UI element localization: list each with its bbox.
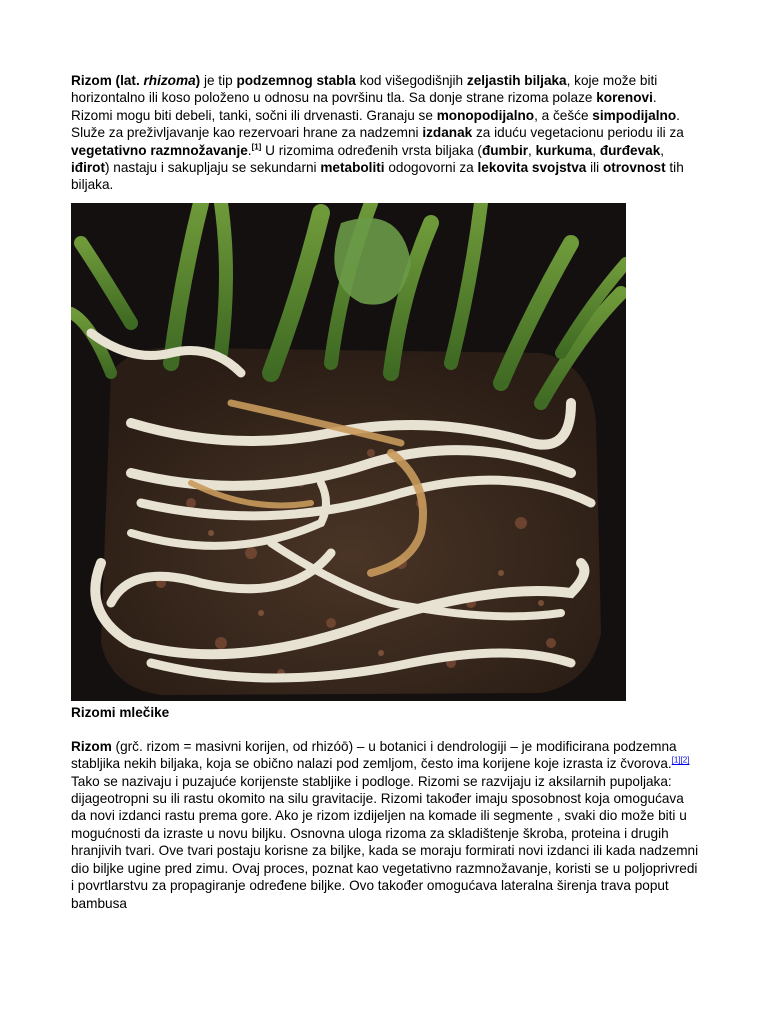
rhizome-photo	[71, 203, 626, 701]
link-monopodijalno[interactable]: monopodijalno	[436, 107, 535, 123]
link-podzemnog-stabla[interactable]: podzemnog stabla	[236, 73, 356, 88]
link-durdevak[interactable]: đurđevak	[599, 142, 661, 158]
link-otrovnost[interactable]: otrovnost	[602, 160, 666, 176]
link-zeljastih-biljaka[interactable]: zeljastih biljaka	[466, 73, 567, 88]
term-rizom: Rizom (lat. rhizoma)	[71, 73, 201, 88]
term-rhizoma: rhizoma	[143, 73, 196, 88]
term-rizom-2: Rizom	[71, 738, 112, 754]
link-kurkuma[interactable]: kurkuma	[535, 142, 593, 158]
document-page	[71, 72, 701, 912]
link-korenovi[interactable]: korenovi	[596, 90, 653, 106]
link-izdanak[interactable]: izdanak	[422, 125, 473, 141]
link-idirot[interactable]: iđirot	[71, 160, 105, 176]
link-lekovita-svojstva[interactable]: lekovita svojstva	[477, 160, 587, 176]
rhizome-photo-illustration	[71, 203, 626, 701]
link-metaboliti[interactable]: metaboliti	[320, 160, 385, 176]
link-vegetativno-razmnozavanje[interactable]: vegetativno razmnožavanje	[71, 142, 248, 158]
reference-1-2[interactable]: [1][2]	[671, 755, 690, 765]
reference-1[interactable]: [1]	[251, 142, 262, 152]
intro-paragraph: Rizom (lat. rhizoma) je tip podzemnog stabla kod višegodišnjih zeljastih biljaka, koje može biti horizontalno ili koso položeno u odnosu na površinu tla. Sa donje strane rizoma polaze korenovi. Rizomi mogu biti debeli, tanki, sočni ili drvenasti. Granaju se monopodijalno, a češće simpodijalno. Služe za preživljavanje kao rezervoari hrane za nadzemni izdanak za iduću vegetacionu periodu ili za vegetativno razmnožavanje.[1] U rizomima određenih vrsta biljaka (đumbir, kurkuma, đurđevak, iđirot) nastaju i sakupljaju se sekundarni metaboliti odogovorni za lekovita svojstva ili otrovnost tih biljaka.	[71, 73, 684, 193]
second-paragraph: Rizom (grč. rizom = masivni korijen, od rhizóō) – u botanici i dendrologiji – je modificirana podzemna stabljika nekih biljaka, koja se obično nalazi pod zemljom, često ima korijene koje izrasta iz čvorova.[1][2] Tako se nazivaju i puzajuće korijenste stabljike i podloge. Rizomi se razvijaju iz aksilarnih pupoljaka: dijageotropni su ili rastu okomito na silu gravitacije. Rizomi također imaju sposobnost koja omogućava da novi izdanci rastu prema gore. Ako je rizom izdijeljen na komade ili segmente , svaki dio može biti u mogućnosti da izraste u novu biljku. Osnovna uloga rizoma za skladištenje škroba, proteina i drugih hranjivih tvari. Ove tvari postaju korisne za biljke, kada se moraju formirati novi izdanci ili kada nadzemni dio biljke ugine pred zimu. Ovaj proces, poznat kao vegetativno razmnožavanje, koristi se u poljoprivredi i povrtlarstvu za propagiranje određene biljke. Ovo također omogućava lateralna širenja trava poput bambusa	[71, 738, 699, 911]
link-dumbir[interactable]: đumbir	[481, 142, 529, 158]
link-simpodijalno[interactable]: simpodijalno	[592, 107, 677, 123]
figure-caption: Rizomi mlečike	[71, 704, 170, 720]
